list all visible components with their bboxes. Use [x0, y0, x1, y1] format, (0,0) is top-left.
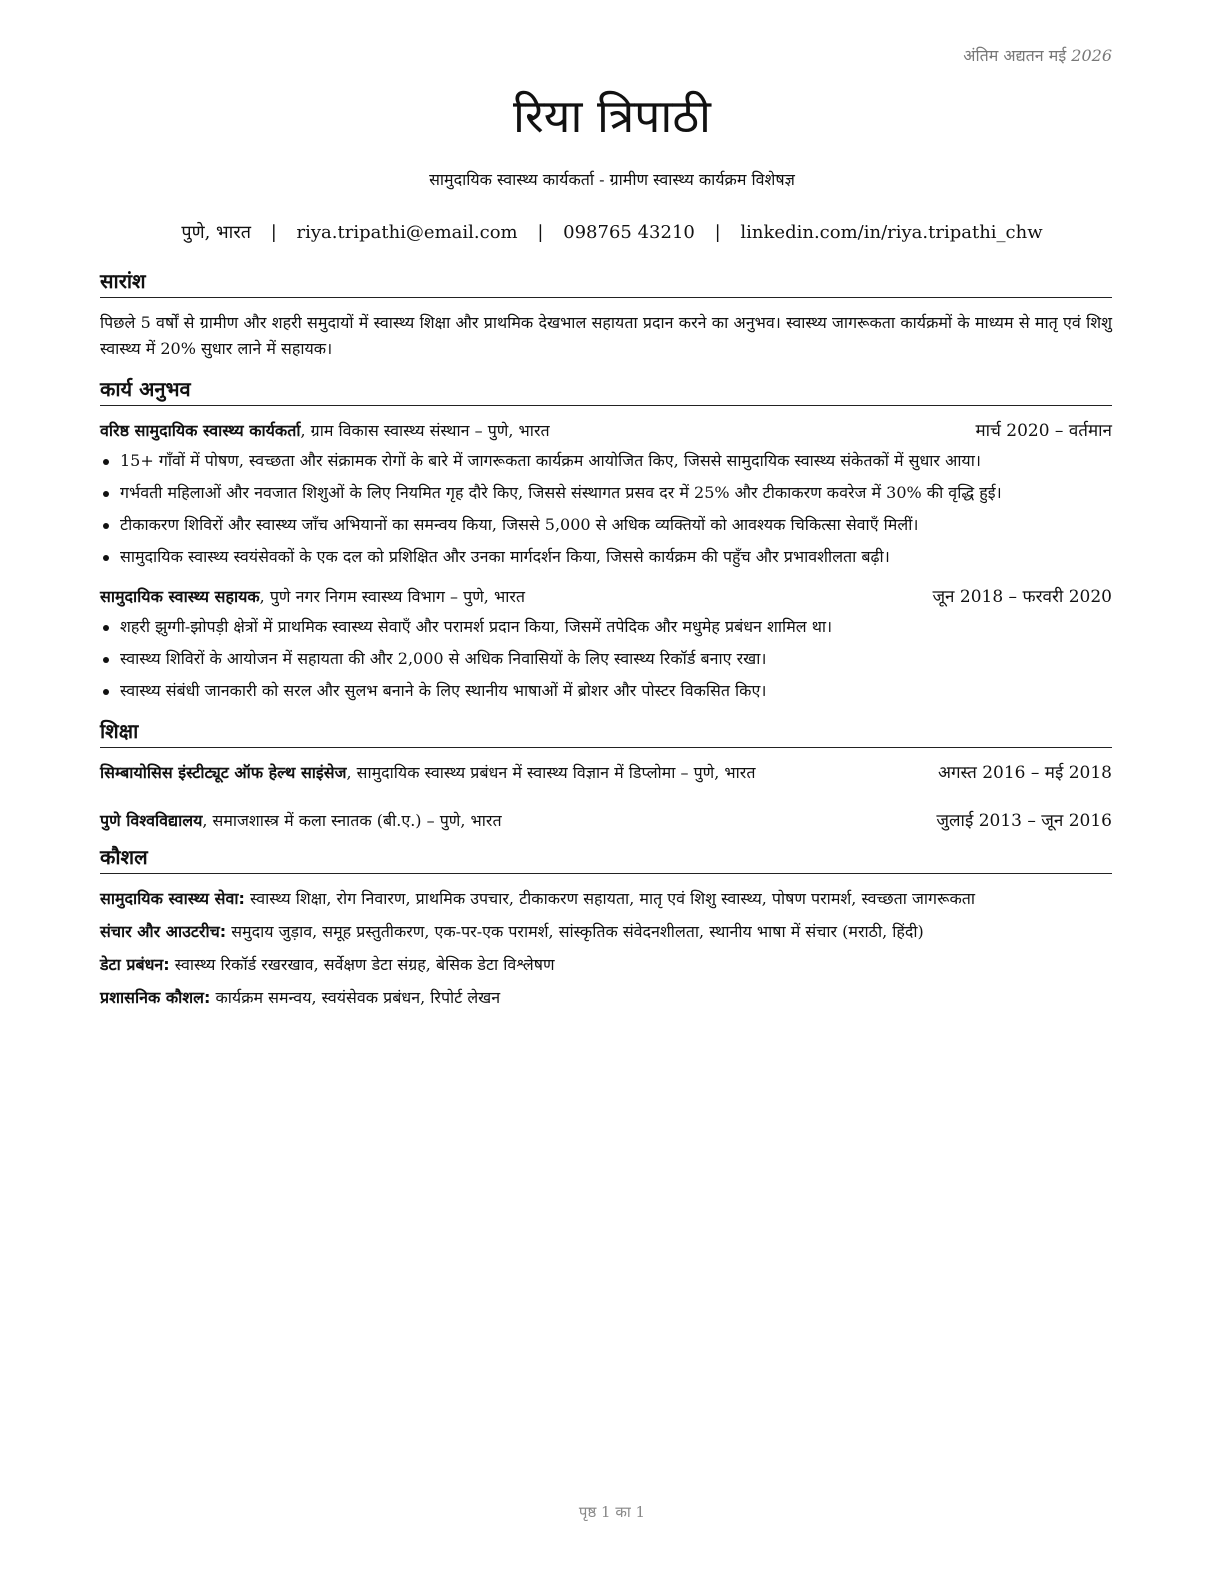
resume-body	[100, 268, 1112, 1018]
contact-location: पुणे, भारत	[181, 222, 251, 243]
skill-row	[100, 952, 1112, 978]
job-role: सामुदायिक स्वास्थ्य सहायक	[100, 587, 260, 606]
skill-value: समुदाय जुड़ाव, समूह प्रस्तुतीकरण, एक-पर-एक परामर्श, सांस्कृतिक संवेदनशीलता, स्थानीय भाषा में संचार (मराठी, हिंदी)	[226, 922, 924, 941]
skill-label: प्रशासनिक कौशल:	[100, 988, 211, 1007]
job-dates: जून 2018 – फरवरी 2020	[932, 587, 1112, 607]
contact-separator: |	[537, 222, 544, 243]
job-title-line	[100, 418, 550, 444]
education-line	[100, 760, 755, 786]
skill-row	[100, 985, 1112, 1011]
last-updated	[963, 44, 1112, 66]
contact-separator: |	[270, 222, 277, 243]
section-title-skills: कौशल	[100, 844, 1112, 874]
job-bullet: 15+ गाँवों में पोषण, स्वच्छता और संक्रामक रोगों के बारे में जागरूकता कार्यक्रम आयोजित किए, जिससे सामुदायिक स्वास्थ्य संकेतकों में सुधार आया।	[100, 448, 1112, 474]
skill-value: कार्यक्रम समन्वय, स्वयंसेवक प्रबंधन, रिपोर्ट लेखन	[210, 988, 501, 1007]
skill-label: डेटा प्रबंधन:	[100, 955, 170, 974]
candidate-tagline: सामुदायिक स्वास्थ्य कार्यकर्ता - ग्रामीण स्वास्थ्य कार्यक्रम विशेषज्ञ	[429, 170, 795, 189]
job-bullets	[100, 448, 1112, 570]
education-dates: अगस्त 2016 – मई 2018	[937, 763, 1112, 783]
job-bullet: गर्भवती महिलाओं और नवजात शिशुओं के लिए नियमित गृह दौरे किए, जिससे संस्थागत प्रसव दर में 25% और टीकाकरण कवरेज में 30% की वृद्धि हुई।	[100, 480, 1112, 506]
contact-line	[0, 220, 1224, 244]
education-school: सिम्बायोसिस इंस्टीट्यूट ऑफ हेल्थ साइंसेज	[100, 763, 347, 782]
contact-email[interactable]: riya.tripathi@email.com	[296, 222, 518, 243]
skill-row	[100, 886, 1112, 912]
job-bullet: टीकाकरण शिविरों और स्वास्थ्य जाँच अभियानों का समन्वय किया, जिससे 5,000 से अधिक व्यक्तियों को आवश्यक चिकित्सा सेवाएँ मिलीं।	[100, 512, 1112, 538]
summary-text: पिछले 5 वर्षों से ग्रामीण और शहरी समुदायों में स्वास्थ्य शिक्षा और प्राथमिक देखभाल सहायता प्रदान करने का अनुभव। स्वास्थ्य जागरूकता कार्यक्रमों के माध्यम से मातृ एवं शिशु स्वास्थ्य में 20% सुधार लाने में सहायक।	[100, 313, 1112, 358]
section-title-summary: सारांश	[100, 268, 1112, 298]
job-bullet: स्वास्थ्य संबंधी जानकारी को सरल और सुलभ बनाने के लिए स्थानीय भाषाओं में ब्रोशर और पोस्टर विकसित किए।	[100, 678, 1112, 704]
education-entry	[100, 808, 1112, 834]
contact-separator: |	[714, 222, 721, 243]
education-detail: , समाजशास्त्र में कला स्नातक (बी.ए.) – पुणे, भारत	[202, 811, 502, 830]
job-role: वरिष्ठ सामुदायिक स्वास्थ्य कार्यकर्ता	[100, 421, 301, 440]
job-title-line	[100, 584, 525, 610]
candidate-name: रिया त्रिपाठी	[513, 89, 711, 143]
education-dates: जुलाई 2013 – जून 2016	[936, 811, 1112, 831]
education-detail: , सामुदायिक स्वास्थ्य प्रबंधन में स्वास्थ्य विज्ञान में डिप्लोमा – पुणे, भारत	[346, 763, 756, 782]
section-title-experience: कार्य अनुभव	[100, 376, 1112, 406]
skill-row	[100, 919, 1112, 945]
last-updated-year: 2026	[1071, 46, 1112, 65]
contact-linkedin[interactable]: linkedin.com/in/riya.tripathi_chw	[740, 222, 1043, 243]
skill-label: सामुदायिक स्वास्थ्य सेवा:	[100, 889, 245, 908]
education-school: पुणे विश्वविद्यालय	[100, 811, 203, 830]
skill-label: संचार और आउटरीच:	[100, 922, 227, 941]
job-bullet: शहरी झुग्गी-झोपड़ी क्षेत्रों में प्राथमिक स्वास्थ्य सेवाएँ और परामर्श प्रदान किया, जिसमें तपेदिक और मधुमेह प्रबंधन शामिल था।	[100, 614, 1112, 640]
contact-phone: 098765 43210	[563, 222, 695, 243]
last-updated-label: अंतिम अद्यतन मई	[963, 46, 1067, 65]
education-line	[100, 808, 502, 834]
section-title-education: शिक्षा	[100, 718, 1112, 748]
job-bullet: स्वास्थ्य शिविरों के आयोजन में सहायता की और 2,000 से अधिक निवासियों के लिए स्वास्थ्य रिकॉर्ड बनाए रखा।	[100, 646, 1112, 672]
job-dates: मार्च 2020 – वर्तमान	[975, 421, 1112, 441]
page-number: पृष्ठ 1 का 1	[578, 1503, 646, 1521]
job-entry	[100, 418, 1112, 570]
skill-value: स्वास्थ्य शिक्षा, रोग निवारण, प्राथमिक उपचार, टीकाकरण सहायता, मातृ एवं शिशु स्वास्थ्य, पोषण परामर्श, स्वच्छता जागरूकता	[244, 889, 976, 908]
job-bullet: सामुदायिक स्वास्थ्य स्वयंसेवकों के एक दल को प्रशिक्षित और उनका मार्गदर्शन किया, जिससे कार्यक्रम की पहुँच और प्रभावशीलता बढ़ी।	[100, 544, 1112, 570]
job-bullets	[100, 614, 1112, 704]
job-header	[100, 584, 1112, 610]
education-entry	[100, 760, 1112, 786]
job-entry	[100, 584, 1112, 704]
job-org: , पुणे नगर निगम स्वास्थ्य विभाग – पुणे, भारत	[259, 587, 525, 606]
skill-value: स्वास्थ्य रिकॉर्ड रखरखाव, सर्वेक्षण डेटा संग्रह, बेसिक डेटा विश्लेषण	[169, 955, 555, 974]
job-header	[100, 418, 1112, 444]
job-org: , ग्राम विकास स्वास्थ्य संस्थान – पुणे, भारत	[300, 421, 550, 440]
